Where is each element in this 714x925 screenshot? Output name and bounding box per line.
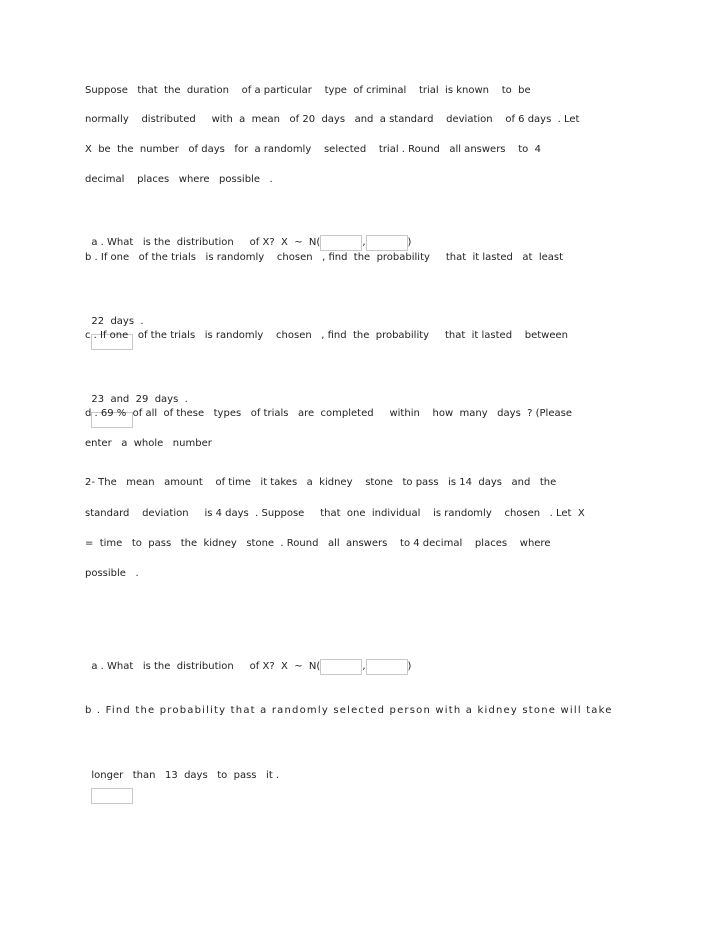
q1-intro-line-4: decimal places where possible .	[85, 174, 273, 185]
q1-b-line-2: 22 days .	[91, 316, 144, 327]
q1-d-line-2: enter a whole number	[85, 438, 212, 449]
q1-part-c-answer-row	[85, 370, 188, 431]
q2-part-a	[85, 640, 411, 677]
q2-intro-line-3: = time to pass the kidney stone . Round all answers to 4 decimal places where	[85, 538, 551, 549]
q2-a-mean-input[interactable]	[320, 659, 362, 675]
q1-intro-line-2: normally distributed with a mean of 20 days and a standard deviation of 6 days . Let	[85, 114, 580, 125]
q1-part-b-answer-row	[85, 292, 144, 353]
q2-b-line-2: longer than 13 days to pass it .	[91, 770, 280, 781]
q1-d-line-1: d . 69 % of all of these types of trials are completed within how many days ? (Please	[85, 408, 572, 419]
q2-intro-line-1: 2- The mean amount of time it takes a kidney stone to pass is 14 days and the	[85, 477, 557, 488]
q2-intro-line-2: standard deviation is 4 days . Suppose that one individual is randomly chosen . Let X	[85, 508, 585, 519]
q2-b-line-1: b . Find the probability that a randomly selected person with a kidney stone will take	[85, 705, 613, 716]
q2-intro-line-4: possible .	[85, 568, 139, 579]
q1-b-line-1: b . If one of the trials is randomly chosen , find the probability that it lasted at least	[85, 252, 564, 263]
q1-a-suffix: )	[407, 237, 412, 248]
q1-c-line-1: c . If one of the trials is randomly chosen , find the probability that it lasted between	[85, 330, 569, 341]
q1-a-sd-input[interactable]	[366, 235, 408, 251]
q1-c-line-2: 23 and 29 days .	[91, 394, 188, 405]
q2-a-sd-input[interactable]	[366, 659, 408, 675]
q1-intro-line-1: Suppose that the duration of a particular type of criminal trial is known to be	[85, 85, 531, 96]
q1-a-mean-input[interactable]	[320, 235, 362, 251]
q2-a-prefix: a . What is the distribution of X? X ~ N(	[91, 661, 321, 672]
q2-a-separator: ,	[362, 661, 366, 672]
q2-part-b-answer-row	[85, 746, 279, 807]
q1-part-a	[85, 216, 411, 253]
q1-intro-line-3: X be the number of days for a randomly selected trial . Round all answers to 4	[85, 144, 541, 155]
q2-a-suffix: )	[407, 661, 412, 672]
q2-b-answer-input[interactable]	[91, 788, 133, 804]
q1-a-prefix: a . What is the distribution of X? X ~ N(	[91, 237, 321, 248]
q1-a-separator: ,	[362, 237, 366, 248]
